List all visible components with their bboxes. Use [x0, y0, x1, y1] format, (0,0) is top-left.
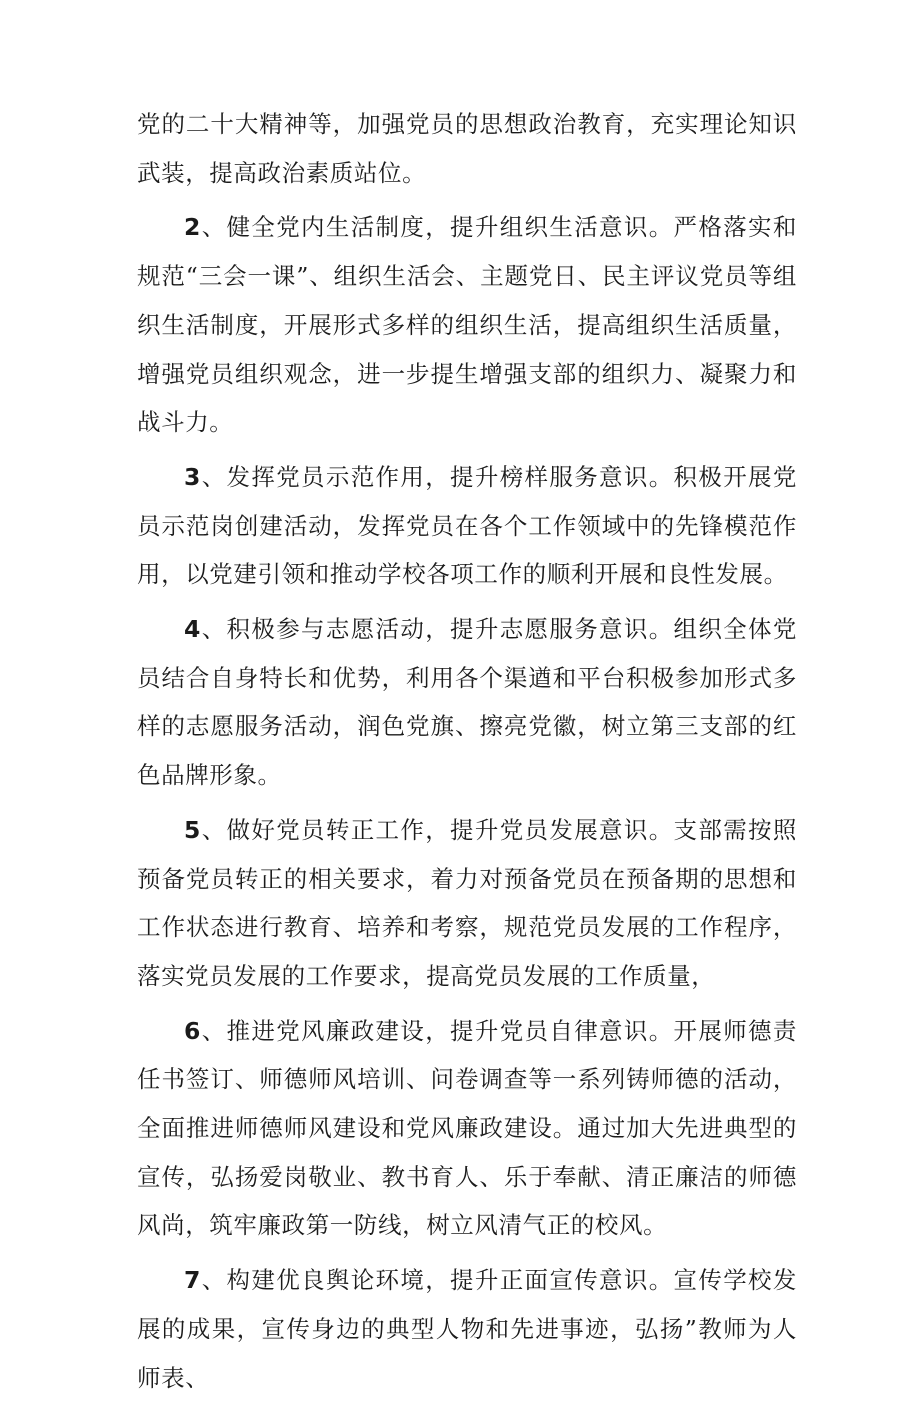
paragraph-text: 党的二十大精神等，加强党员的思想政治教育，充实理论知识武装，提高政治素质站位。	[137, 110, 797, 187]
paragraph-item-4	[137, 605, 797, 800]
paragraph-number: 6	[184, 1016, 201, 1045]
document-body	[137, 100, 797, 1408]
paragraph-text: 、发挥党员示范作用，提升榜样服务意识。积极开展党员示范岗创建活动，发挥党员在各个工作领域中的先锋模范作用，以党建引领和推动学校各项工作的顺利开展和良性发展。	[137, 462, 797, 589]
paragraph-item-7	[137, 1256, 797, 1402]
paragraph-number: 3	[184, 462, 201, 491]
paragraph-text: 、做好党员转正工作，提升党员发展意识。支部需按照预备党员转正的相关要求，着力对预备党员在预备期的思想和工作状态进行教育、培养和考察，规范党员发展的工作程序，落实党员发展的工作要求，提高党员发展的工作质量，	[137, 815, 797, 990]
paragraph-number: 4	[184, 615, 201, 644]
paragraph-number: 2	[184, 213, 201, 242]
paragraph-text: 、推进党风廉政建设，提升党员自律意识。开展师德责任书签订、师德师风培训、问卷调查等一系列铸师德的活动，全面推进师德师风建设和党风廉政建设。通过加大先进典型的宣传，弘扬爱岗敬业、教书育人、乐于奉献、清正廉洁的师德风尚，筑牢廉政第一防线，树立风清气正的校风。	[137, 1016, 797, 1240]
paragraph-text: 、构建优良舆论环境，提升正面宣传意识。宣传学校发展的成果，宣传身边的典型人物和先进事迹，弘扬”教师为人师表、	[137, 1266, 797, 1392]
paragraph-item-5	[137, 806, 797, 1001]
paragraph-text: 、健全党内生活制度，提升组织生活意识。严格落实和规范“三会一课”、组织生活会、主题党日、民主评议党员等组织生活制度，开展形式多样的组织生活，提高组织生活质量，增强党员组织观念，进一步提生增强支部的组织力、凝聚力和战斗力。	[137, 213, 797, 437]
paragraph-number: 5	[184, 815, 201, 844]
paragraph-text: 、积极参与志愿活动，提升志愿服务意识。组织全体党员结合自身特长和优势，利用各个渠遒和平台积极参加形式多样的志愿服务活动，润色党旗、擦亮党徽，树立第三支部的红色品牌形象。	[137, 615, 797, 790]
paragraph-item-2	[137, 203, 797, 447]
paragraph-item-3	[137, 453, 797, 599]
paragraph-item-6	[137, 1007, 797, 1251]
paragraph-number: 7	[184, 1266, 201, 1295]
paragraph-continued	[137, 100, 797, 197]
